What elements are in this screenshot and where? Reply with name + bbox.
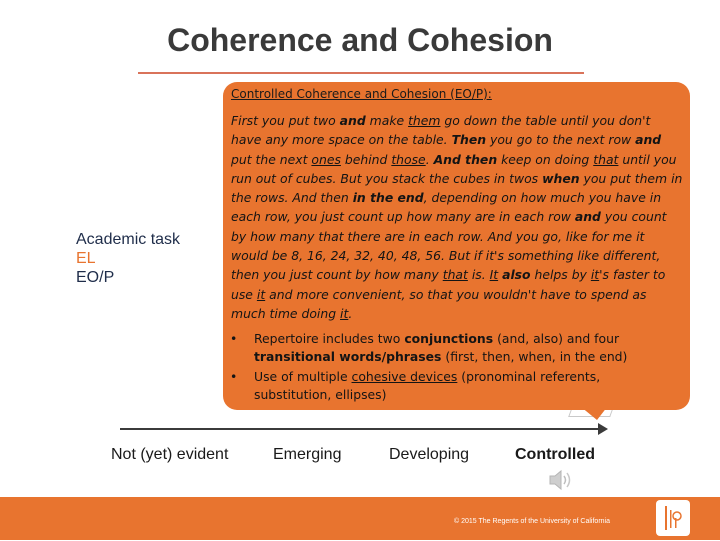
copyright-text: © 2015 The Regents of the University of California bbox=[454, 518, 610, 525]
callout-heading bbox=[231, 87, 492, 101]
title-underline bbox=[138, 72, 584, 74]
quote-segment: you put them in the rows. And then bbox=[231, 170, 683, 206]
quote-segment: you go to the next row bbox=[486, 132, 636, 148]
quote-segment: you count by how many that there are in each row. And you go, like for me it would be 8, 16, 24, 32, 40, 48, 56. But if it's something like different, then you just count by how many bbox=[231, 209, 667, 283]
quote-segment: and bbox=[339, 113, 366, 128]
quote-segment: . bbox=[348, 305, 353, 321]
student-quote bbox=[231, 111, 683, 323]
el-label: EL bbox=[76, 250, 96, 267]
page-title: Coherence and Cohesion bbox=[167, 22, 553, 58]
axis-arrow-icon bbox=[598, 423, 608, 435]
quote-segment: is. bbox=[467, 267, 490, 283]
bullet-segment: (pronominal referents, substitution, ellipses) bbox=[254, 369, 601, 402]
bullet-item bbox=[228, 330, 678, 366]
bullet-item bbox=[228, 368, 678, 404]
feature-bullets bbox=[228, 330, 678, 406]
speaker-icon[interactable] bbox=[548, 468, 576, 492]
quote-segment: in the end bbox=[352, 190, 424, 206]
quote-segment: that bbox=[442, 267, 468, 283]
quote-segment: and bbox=[635, 132, 662, 148]
scale-label-not-yet-evident: Not (yet) evident bbox=[111, 446, 229, 463]
bullet-dot-icon: • bbox=[230, 369, 238, 384]
quote-segment: It bbox=[489, 267, 499, 283]
callout-heading-text: Controlled Coherence and Cohesion (EO/P): bbox=[231, 87, 492, 101]
quote-segment: . bbox=[425, 151, 434, 167]
bullet-segment: (first, then, when, in the end) bbox=[441, 349, 628, 364]
academic-task-label: Academic task bbox=[76, 231, 181, 248]
quote-segment: , depending on how much you have in each row, you just count up how many are in each row bbox=[231, 190, 662, 225]
bullet-segment: cohesive devices bbox=[351, 369, 458, 384]
bullet-segment: conjunctions bbox=[404, 331, 494, 346]
task-labels bbox=[76, 230, 180, 287]
logo-icon bbox=[656, 500, 690, 536]
scale-label-developing: Developing bbox=[389, 446, 470, 463]
quote-segment: keep on doing bbox=[497, 151, 594, 167]
quote-segment: and more convenient, so that you wouldn't have to spend as much time doing bbox=[231, 286, 647, 321]
quote-segment: also bbox=[502, 267, 531, 283]
footer-bar bbox=[0, 497, 720, 540]
bullet-segment: (and, also) and four bbox=[493, 331, 620, 346]
quote-segment: them bbox=[408, 113, 441, 128]
quote-segment: until you run out of cubes. But you stack the cubes in twos bbox=[231, 151, 677, 186]
quote-segment: behind bbox=[340, 151, 392, 167]
quote-segment: it bbox=[590, 267, 600, 283]
quote-segment: when bbox=[542, 170, 580, 186]
quote-segment: st you put two bbox=[246, 113, 340, 128]
scale-label-emerging: Emerging bbox=[273, 446, 342, 463]
quote-segment: it bbox=[256, 286, 266, 302]
quote-segment: Then bbox=[451, 132, 487, 148]
bullet-segment: Repertoire includes two bbox=[254, 331, 405, 346]
quote-segment: put the next bbox=[231, 151, 312, 167]
eop-label: EO/P bbox=[76, 269, 115, 286]
bullet-segment: Use of multiple bbox=[254, 369, 352, 384]
quote-segment: 's faster to use bbox=[231, 267, 666, 302]
development-axis bbox=[120, 428, 600, 430]
quote-segment: make bbox=[365, 113, 409, 128]
quote-segment: and bbox=[574, 209, 601, 225]
quote-segment: those bbox=[391, 151, 426, 167]
bullet-dot-icon: • bbox=[230, 331, 238, 346]
quote-segment: And then bbox=[433, 151, 498, 167]
quote-segment: it bbox=[340, 305, 349, 321]
quote-segment: helps by bbox=[530, 267, 591, 283]
scale-label-controlled: Controlled bbox=[515, 446, 595, 463]
quote-segment: ones bbox=[311, 151, 341, 167]
bullet-segment: transitional words/phrases bbox=[254, 349, 442, 364]
quote-segment: Fir bbox=[231, 113, 247, 128]
quote-segment: that bbox=[593, 151, 619, 167]
quote-segment: go down the table until you don't have any more space on the table. bbox=[231, 113, 651, 148]
